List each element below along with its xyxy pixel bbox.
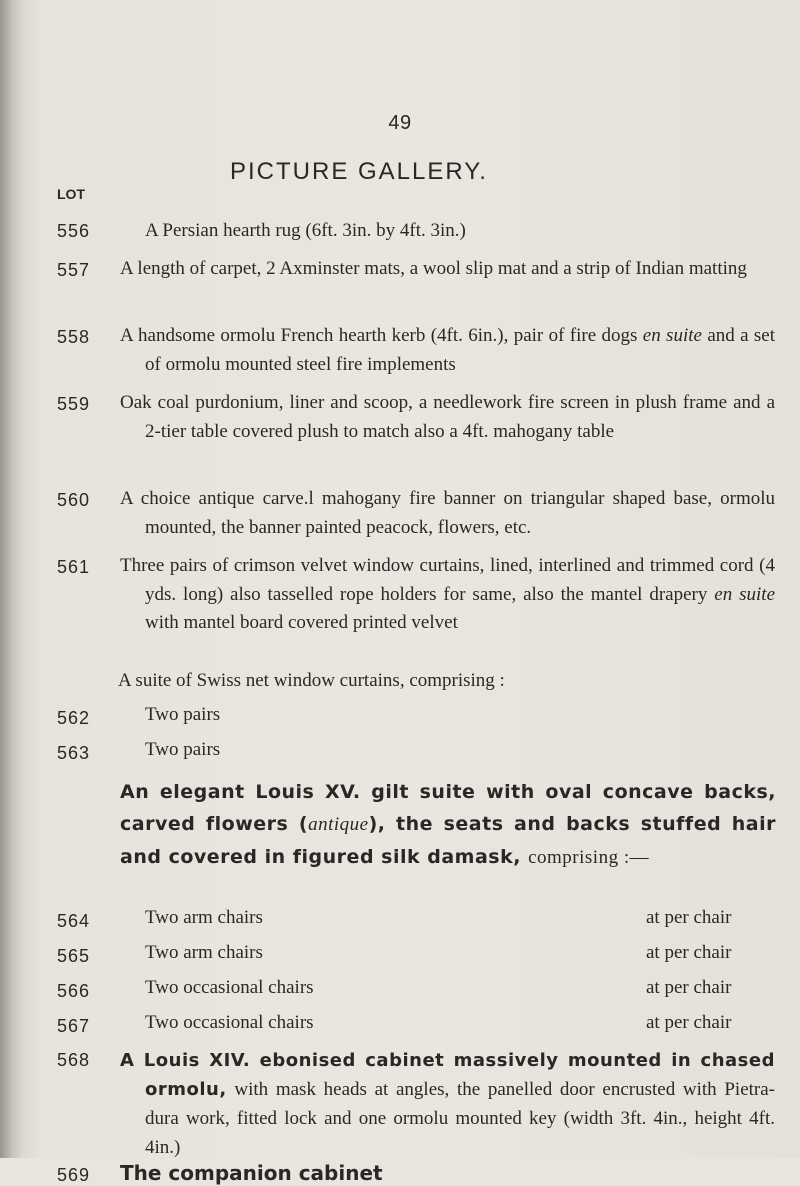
page-title: PICTURE GALLERY. <box>230 158 488 185</box>
lot-number: 561 <box>57 557 91 577</box>
lot-text: with mask heads at angles, the panelled door encrusted with Pietra-dura work, fitted lock and one ormolu mounted key (width 3ft. 4in., height 4ft. 4in.) <box>145 1079 776 1158</box>
lot-number: 556 <box>57 221 91 241</box>
per-chair-note: at per chair <box>646 1012 732 1033</box>
heading-text: An elegant Louis XV. gilt suite with oval concave backs, carved flowers ( <box>120 781 776 835</box>
lot-number: 566 <box>57 981 91 1001</box>
lot-text: A choice antique carve.l mahogany fire banner on triangular shaped base, ormolu mounted, the banner painted peacock, flowers, etc. <box>120 488 775 538</box>
lot-column-header: LOT <box>57 186 85 202</box>
lot-number: 558 <box>57 327 91 347</box>
heading-text: comprising :— <box>528 847 650 868</box>
lot-description: Two arm chairs <box>145 907 263 928</box>
lot-text: with mantel board covered printed velvet <box>145 612 458 633</box>
page-edge-shadow <box>0 0 22 1158</box>
lot-description <box>120 389 775 446</box>
lot-text-bold: A Louis XIV. ebonised cabinet massively mounted in chased ormolu, <box>120 1050 775 1100</box>
lot-number: 567 <box>57 1016 91 1036</box>
lot-description <box>120 255 775 284</box>
lot-number: 564 <box>57 911 91 931</box>
lot-number: 557 <box>57 260 91 280</box>
lot-description <box>120 552 775 638</box>
lot-text: Three pairs of crimson velvet window curtains, lined, interlined and trimmed cord (4 yds. long) also tasselled rope holders for same, also the mantel drapery <box>120 555 775 605</box>
lot-number: 565 <box>57 946 91 966</box>
lot-number: 560 <box>57 490 91 510</box>
lot-description <box>120 1046 775 1162</box>
lot-number: 569 <box>57 1165 91 1185</box>
lot-text-italic: en suite <box>714 583 775 605</box>
lot-description <box>120 322 775 379</box>
lot-description: Two arm chairs <box>145 942 263 963</box>
per-chair-note: at per chair <box>646 907 732 928</box>
lot-description <box>120 485 775 542</box>
lot-text-italic: en suite <box>642 325 702 346</box>
lot-number: 568 <box>57 1050 91 1070</box>
lot-text: and a set of ormolu mounted steel fire implements <box>145 325 775 375</box>
heading-text-italic: antique <box>308 814 369 835</box>
per-chair-note: at per chair <box>646 942 732 963</box>
lot-description: Two pairs <box>145 739 221 760</box>
page-number: 49 <box>388 112 412 134</box>
lot-description: The companion cabinet <box>120 1161 383 1185</box>
section-heading: A suite of Swiss net window curtains, comprising : <box>118 670 505 691</box>
per-chair-note: at per chair <box>646 977 732 998</box>
lot-number: 563 <box>57 743 91 763</box>
lot-description: Two pairs <box>145 704 221 725</box>
lot-number: 562 <box>57 708 91 728</box>
lot-description: A Persian hearth rug (6ft. 3in. by 4ft. 3in.) <box>145 220 466 241</box>
heading-text: ), the seats and backs stuffed hair and covered in figured silk damask, <box>120 813 776 868</box>
lot-text: A handsome ormolu French hearth kerb (4ft. 6in.), pair of fire dogs <box>120 325 638 346</box>
lot-description: Two occasional chairs <box>145 977 314 998</box>
section-heading-bold <box>120 776 776 874</box>
lot-description: Two occasional chairs <box>145 1012 314 1033</box>
lot-number: 559 <box>57 394 91 414</box>
lot-text: A length of carpet, 2 Axminster mats, a wool slip mat and a strip of Indian matting <box>120 258 747 279</box>
lot-text: Oak coal purdonium, liner and scoop, a needlework fire screen in plush frame and a 2-tier table covered plush to match also a 4ft. mahogany table <box>120 392 775 442</box>
